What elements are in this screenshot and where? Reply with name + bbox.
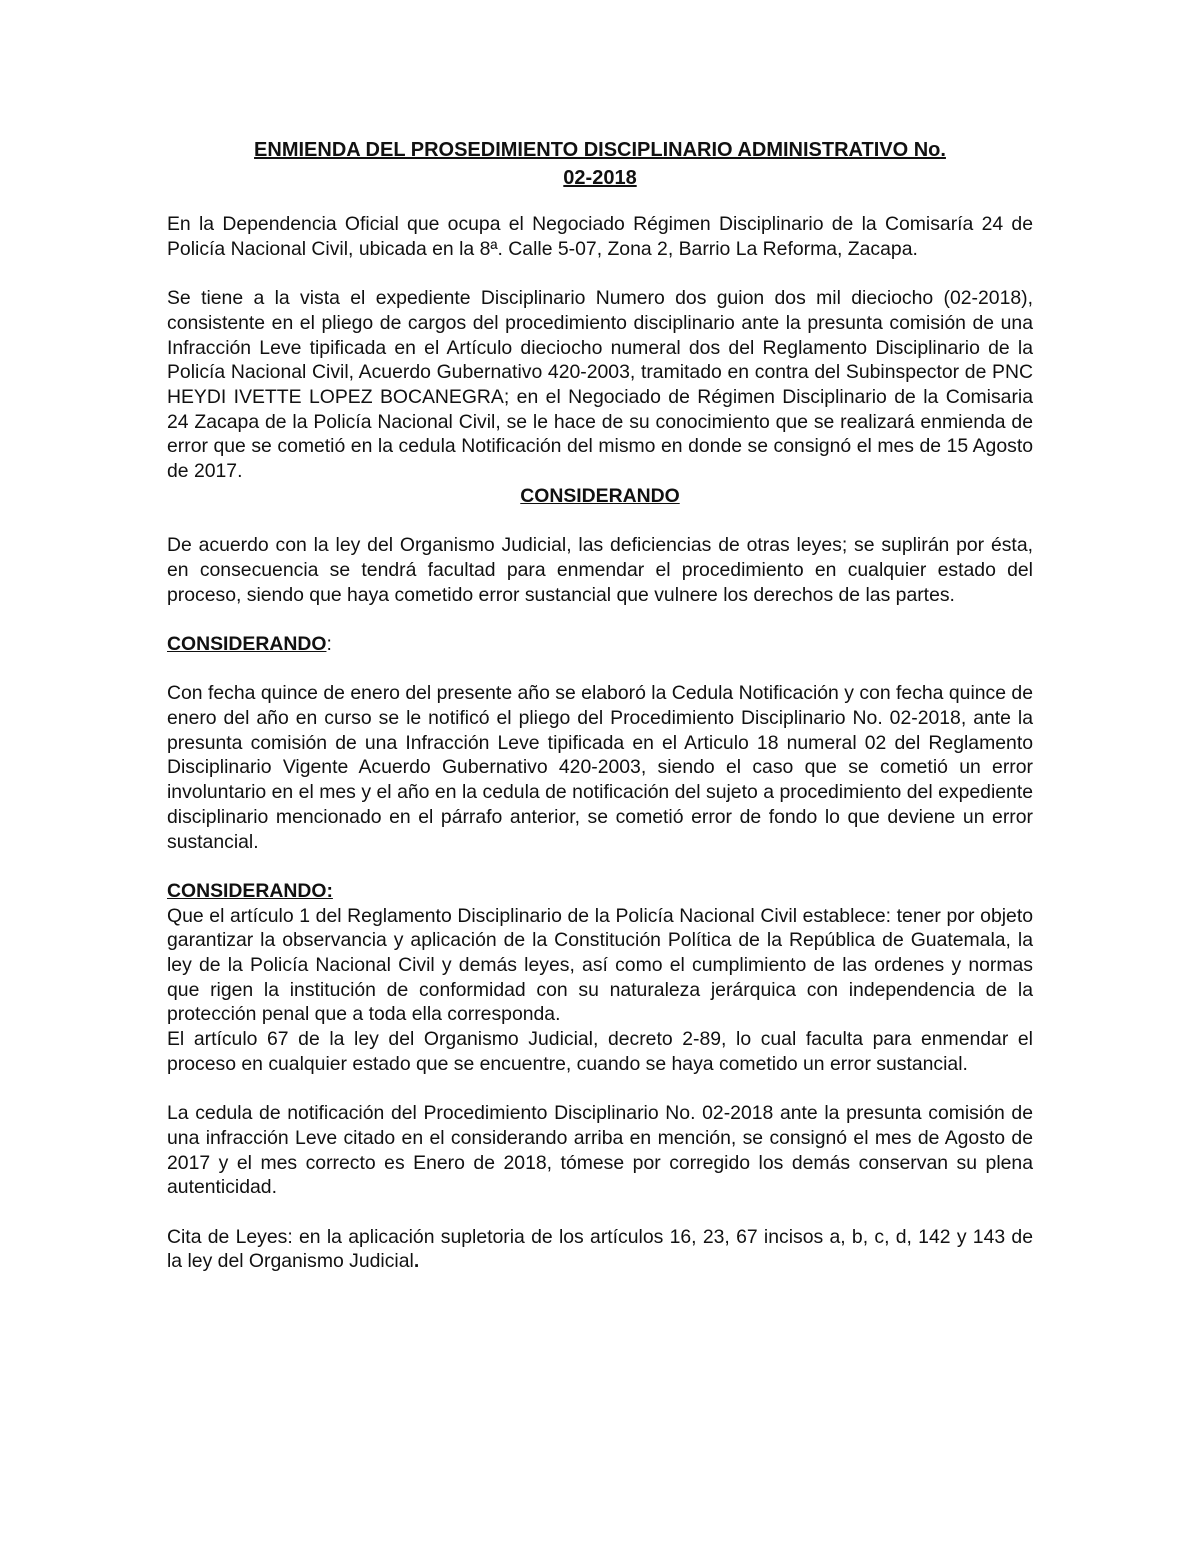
paragraph-cita-de-leyes xyxy=(167,1225,1033,1274)
paragraph-expediente: Se tiene a la vista el expediente Disciplinario Numero dos guion dos mil dieciocho (02-2018), consistente en el pliego de cargos del procedimiento disciplinario ante la presunta comisión de una Infracción Leve tipificada en el Artículo dieciocho numeral dos del Reglamento Disciplinario de la Policía Nacional Civil, Acuerdo Gubernativo 420-2003, tramitado en contra del Subinspector de PNC HEYDI IVETTE LOPEZ BOCANEGRA; en el Negociado de Régimen Disciplinario de la Comisaria 24 Zacapa de la Policía Nacional Civil, se le hace de su conocimiento que se realizará enmienda de error que se cometió en la cedula Notificación del mismo en donde se consignó el mes de 15 Agosto de 2017. xyxy=(167,287,1033,483)
paragraph-articulo-67: El artículo 67 de la ley del Organismo Judicial, decreto 2-89, lo cual faculta para enmendar el proceso en cualquier estado que se encuentre, cuando se haya cometido un error sustancial. xyxy=(167,1028,1033,1075)
heading-considerando-1: CONSIDERANDO xyxy=(520,484,680,507)
paragraph-considerando-3: Que el artículo 1 del Reglamento Disciplinario de la Policía Nacional Civil establece: tener por objeto garantizar la observancia y aplicación de la Constitución Política de la República de Guatemala, la ley de la Policía Nacional Civil y demás leyes, así como el cumplimiento de las ordenes y normas que rigen la institución de conformidad con su naturaleza jerárquica con independencia de la protección penal que a toda ella corresponda. xyxy=(167,904,1033,1026)
paragraph-gap xyxy=(167,854,1033,879)
heading-considerando-3: CONSIDERANDO: xyxy=(167,879,333,902)
paragraph-gap xyxy=(167,1077,1033,1102)
heading-considerando-2-colon: : xyxy=(326,632,332,655)
paragraph-location: En la Dependencia Oficial que ocupa el Negociado Régimen Disciplinario de la Comisaría 24 de Policía Nacional Civil, ubicada en la 8ª. Calle 5-07, Zona 2, Barrio La Reforma, Zacapa. xyxy=(167,213,1033,260)
document-body xyxy=(167,136,1033,1274)
paragraph-gap xyxy=(167,1200,1033,1225)
paragraph-considerando-2: Con fecha quince de enero del presente año se elaboró la Cedula Notificación y con fecha quince de enero del año en curso se le notificó el pliego del Procedimiento Disciplinario No. 02-2018, ante la presunta comisión de una Infracción Leve tipificada en el Articulo 18 numeral 02 del Reglamento Disciplinario Vigente Acuerdo Gubernativo 420-2003, siendo el caso que se cometió un error involuntario en el mes y el año en la cedula de notificación del sujeto a procedimiento del expediente disciplinario mencionado en el párrafo anterior, se cometió error de fondo lo que deviene un error sustancial. xyxy=(167,682,1033,853)
title-line-2: 02-2018 xyxy=(563,167,637,189)
cita-de-leyes-text: Cita de Leyes: en la aplicación supletoria de los artículos 16, 23, 67 incisos a, b, c, d, 142 y 143 de la ley del Organismo Judicial xyxy=(167,1225,1033,1273)
paragraph-gap xyxy=(167,261,1033,286)
paragraph-considerando-1: De acuerdo con la ley del Organismo Judicial, las deficiencias de otras leyes; se suplirán por ésta, en consecuencia se tendrá facultad para enmendar el procedimiento en cualquier estado del proceso, siendo que haya cometido error sustancial que vulnere los derechos de las partes. xyxy=(167,534,1033,606)
paragraph-gap xyxy=(167,657,1033,682)
paragraph-gap xyxy=(167,508,1033,533)
document-title xyxy=(167,136,1033,192)
heading-considerando-2: CONSIDERANDO xyxy=(167,632,327,655)
cita-de-leyes-period: . xyxy=(413,1250,420,1273)
paragraph-cedula-correccion: La cedula de notificación del Procedimiento Disciplinario No. 02-2018 ante la presunta comisión de una infracción Leve citado en el considerando arriba en mención, se consignó el mes de Agosto de 2017 y el mes correcto es Enero de 2018, tómese por corregido los demás conservan su plena autenticidad. xyxy=(167,1102,1033,1199)
heading-considerando-2-line xyxy=(167,632,1033,657)
title-line-1: ENMIENDA DEL PROSEDIMIENTO DISCIPLINARIO ADMINISTRATIVO No. xyxy=(254,139,946,161)
paragraph-gap xyxy=(167,607,1033,632)
